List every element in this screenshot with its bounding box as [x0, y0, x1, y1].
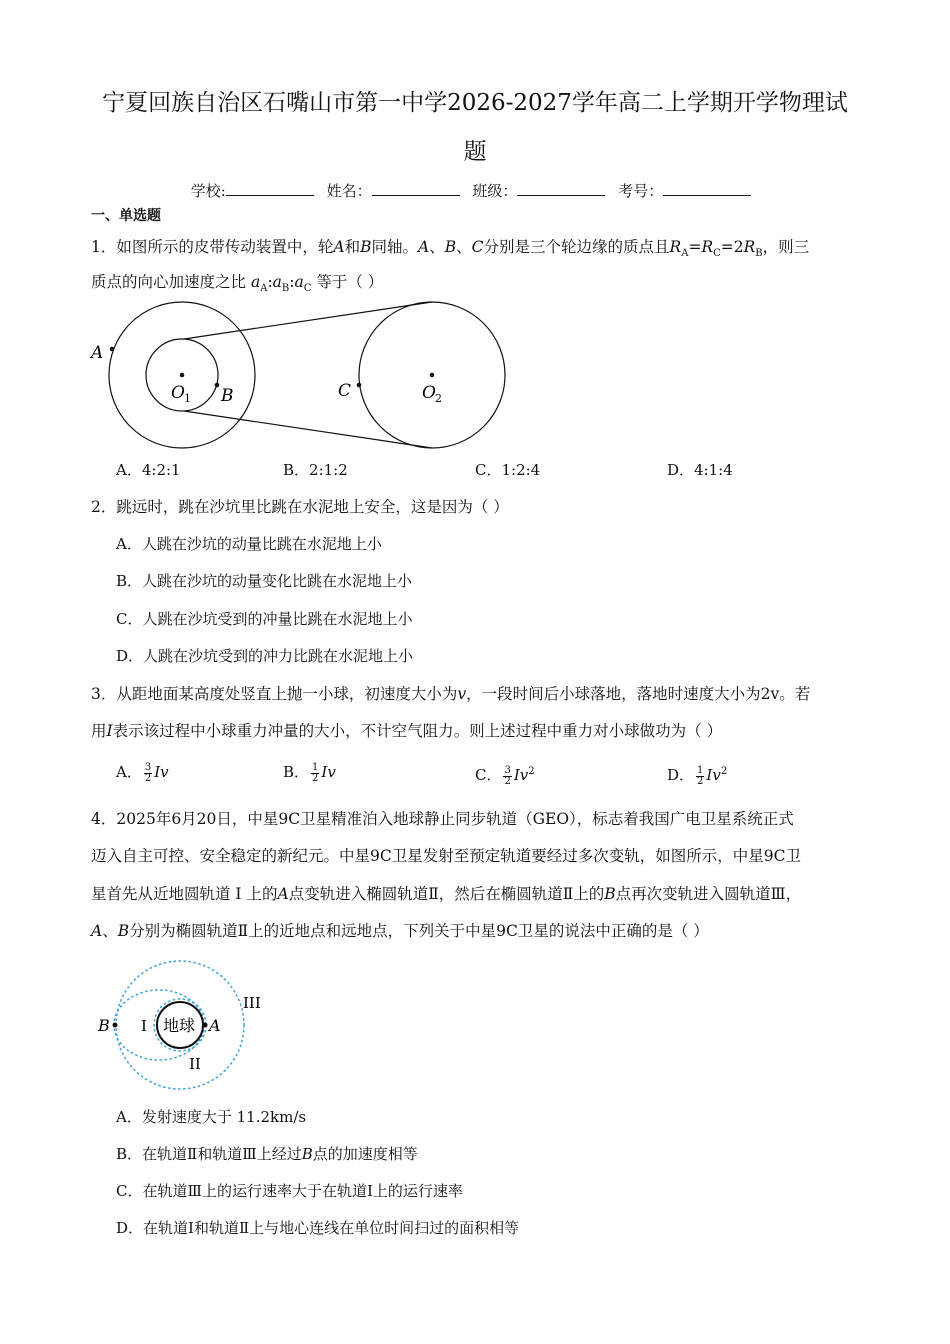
- fraction-denominator: 2: [312, 772, 319, 784]
- option-key: C．: [116, 610, 143, 628]
- class-label: 班级：: [472, 182, 518, 200]
- q1-text: 如图所示的皮带传动装置中，轮: [116, 238, 334, 256]
- name-label: 姓名：: [326, 182, 372, 200]
- section-title: 一、单选题: [91, 208, 161, 224]
- exam-title-line1: 宁夏回族自治区石嘴山市第一中学2026-2027学年高二上学期开学物理试: [102, 90, 848, 116]
- option-key: A．: [116, 461, 142, 479]
- q4-text: 点再次变轨进入圆轨道Ⅲ，: [615, 885, 802, 903]
- option-fraction: [503, 766, 511, 787]
- q1-text: 质点的向心加速度之比: [91, 273, 247, 291]
- option-text: 4:1:4: [694, 461, 733, 479]
- option-text: 1:2:4: [501, 461, 541, 479]
- q1-var: A: [333, 238, 345, 256]
- orbit-II-label: II: [189, 1055, 201, 1073]
- q1-var: A: [418, 238, 430, 256]
- fraction-denominator: 2: [504, 775, 511, 787]
- option-expr: Iv: [513, 766, 529, 784]
- school-label: 学校:: [190, 182, 226, 200]
- fraction-denominator: 2: [144, 772, 152, 784]
- q4-line3: [91, 884, 881, 904]
- q1-text: 、: [456, 238, 472, 256]
- exam-no-field[interactable]: [663, 181, 751, 196]
- q3-var: I: [106, 722, 113, 740]
- q1-option-c[interactable]: [475, 460, 540, 480]
- q3-line1: [91, 684, 871, 704]
- q3-option-d[interactable]: [667, 762, 727, 787]
- q1-var: B: [444, 238, 457, 256]
- fraction-numerator: 3: [144, 761, 152, 773]
- class-field[interactable]: [517, 181, 605, 196]
- option-exponent: 2: [528, 766, 535, 777]
- q2-option-b[interactable]: [116, 571, 412, 591]
- q4-number: 4．: [91, 810, 117, 828]
- q4-line4: [91, 921, 871, 941]
- option-fraction: [144, 763, 152, 784]
- fraction-numerator: 1: [312, 761, 319, 773]
- q3-option-b[interactable]: [283, 762, 336, 784]
- q4-text: 、: [102, 922, 118, 940]
- q4-var: A: [91, 922, 103, 940]
- q1-var: C: [471, 238, 484, 256]
- q4-line2: [91, 846, 871, 866]
- orbit-III-label: III: [243, 994, 261, 1012]
- option-expr: Iv: [154, 763, 169, 781]
- option-text: 点的加速度相等: [312, 1145, 418, 1163]
- q1-line1: [91, 237, 871, 264]
- q4-option-b[interactable]: [116, 1144, 418, 1164]
- option-text: 4:2:1: [141, 461, 181, 479]
- option-key: B．: [283, 461, 310, 479]
- q4-option-a[interactable]: [116, 1107, 306, 1127]
- option-text: 人跳在沙坑受到的冲量比跳在水泥地上小: [142, 610, 413, 628]
- fig-label-O2-sub: 2: [435, 392, 442, 405]
- option-key: C．: [475, 766, 502, 784]
- q3-text: 。若: [779, 685, 811, 703]
- q3-text: 用: [91, 722, 107, 740]
- option-key: A．: [116, 1108, 142, 1126]
- option-text: 人跳在沙坑的动量变化比跳在水泥地上小: [142, 572, 413, 590]
- option-key: B．: [116, 1145, 143, 1163]
- q4-var: B: [604, 885, 616, 903]
- fraction-numerator: 3: [504, 764, 511, 776]
- option-text: 发射速度大于 11.2km/s: [141, 1108, 307, 1126]
- option-key: B．: [283, 763, 310, 781]
- option-exponent: 2: [720, 766, 728, 777]
- fig-label-O1: O: [171, 383, 185, 403]
- option-key: A．: [116, 535, 142, 553]
- earth-label: 地球: [163, 1016, 196, 1035]
- q1-option-b[interactable]: [283, 460, 348, 480]
- orbit-I-label: I: [141, 1017, 147, 1035]
- exam-title-line2: 题: [463, 139, 487, 165]
- q3-var: 2v: [760, 685, 780, 703]
- fig-label-A: A: [91, 343, 104, 363]
- exam-no-label: 考号：: [618, 182, 664, 200]
- option-expr: Iv: [321, 763, 336, 781]
- q1-text: 、: [429, 238, 445, 256]
- q2-option-a[interactable]: [116, 534, 382, 554]
- point-B-label: B: [98, 1016, 110, 1035]
- q1-accel-ratio: $a_A:a_B:a_C$: [250, 273, 312, 295]
- fig-label-B: B: [221, 386, 234, 406]
- q1-line2: [91, 272, 871, 299]
- option-key: D．: [667, 461, 695, 479]
- q1-text: 分别是三个轮边缘的质点且: [483, 238, 670, 256]
- student-info-line: [0, 180, 950, 201]
- q4-text: 点变轨进入椭圆轨道Ⅱ，然后在椭圆轨道Ⅱ上的: [288, 885, 605, 903]
- q4-text: 分别为椭圆轨道Ⅱ上的近地点和远地点，下列关于中星9C卫星的说法中正确的是（ ）: [129, 922, 709, 940]
- q4-text: 星首先从近地圆轨道 I 上的: [91, 885, 278, 903]
- q2-text: 跳远时，跳在沙坑里比跳在水泥地上安全，这是因为（ ）: [116, 498, 509, 516]
- fig-label-O2: O: [422, 383, 436, 403]
- option-expr: Iv: [706, 766, 721, 784]
- option-text: 2:1:2: [309, 461, 348, 479]
- q1-text: 等于（ ）: [316, 273, 384, 291]
- fraction-denominator: 2: [697, 775, 704, 787]
- option-text: 人跳在沙坑的动量比跳在水泥地上小: [141, 535, 382, 553]
- fraction-numerator: 1: [697, 764, 704, 776]
- option-text: 在轨道Ⅲ上的运行速率大于在轨道Ⅰ上的运行速率: [142, 1182, 463, 1200]
- q3-line2: [91, 721, 871, 741]
- q2-option-c[interactable]: [116, 609, 413, 629]
- option-key: C．: [116, 1182, 143, 1200]
- option-key: D．: [667, 766, 695, 784]
- option-text: 在轨道Ⅰ和轨道Ⅱ上与地心连线在单位时间扫过的面积相等: [143, 1219, 520, 1237]
- q1-option-a[interactable]: [116, 460, 181, 480]
- option-text: 人跳在沙坑受到的冲力比跳在水泥地上小: [143, 647, 414, 665]
- q4-orbit-figure: [92, 955, 282, 1095]
- q3-number: 3．: [91, 685, 117, 703]
- q4-text: 2025年6月20日，中星9C卫星精准泊入地球静止同步轨道（GEO），标志着我国广电卫星系统正式: [116, 810, 794, 828]
- q3-text: ，一段时间后小球落地，落地时速度大小为: [466, 685, 761, 703]
- option-key: D．: [116, 647, 144, 665]
- q1-text: 和: [344, 238, 361, 256]
- q3-text: 表示该过程中小球重力冲量的大小，不计空气阻力。则上述过程中重力对小球做功为（ ）: [112, 722, 723, 740]
- option-fraction: [696, 766, 704, 787]
- q1-text: 同轴。: [371, 238, 419, 256]
- q4-option-d[interactable]: [116, 1218, 519, 1238]
- q1-belt-figure: [88, 298, 518, 458]
- q1-radius-relation: $R_A=R_C=2R_B$: [669, 238, 763, 260]
- fig-label-C: C: [338, 381, 352, 401]
- q2-number: 2．: [91, 498, 117, 516]
- q4-text: 迈入自主可控、安全稳定的新纪元。中星9C卫星发射至预定轨道要经过多次变轨，如图所示，中星9C卫: [91, 847, 801, 865]
- point-A-label: A: [209, 1016, 221, 1035]
- q4-option-c[interactable]: [116, 1181, 463, 1201]
- q1-var: B: [360, 238, 372, 256]
- option-fraction: [311, 763, 319, 784]
- q3-option-a[interactable]: [116, 762, 169, 784]
- q3-option-c[interactable]: [475, 762, 535, 787]
- q3-var: v: [457, 685, 467, 703]
- q2-stem: [91, 497, 871, 517]
- q4-var: B: [117, 922, 130, 940]
- option-key: B．: [116, 572, 143, 590]
- q1-text: ，则三: [762, 238, 810, 256]
- q3-text: 从距地面某高度处竖直上抛一小球，初速度大小为: [116, 685, 458, 703]
- q1-number: 1．: [91, 238, 117, 256]
- q2-option-d[interactable]: [116, 646, 413, 666]
- q4-var: A: [277, 885, 289, 903]
- q4-line1: [91, 809, 871, 829]
- school-field[interactable]: [226, 181, 314, 196]
- option-key: A．: [116, 763, 142, 781]
- option-key: C．: [475, 461, 502, 479]
- q1-option-d[interactable]: [667, 460, 733, 480]
- option-text: 在轨道Ⅱ和轨道Ⅲ上经过: [142, 1145, 302, 1163]
- name-field[interactable]: [372, 181, 460, 196]
- option-key: D．: [116, 1219, 144, 1237]
- fig-label-O1-sub: 1: [184, 392, 191, 405]
- option-var: B: [301, 1145, 313, 1163]
